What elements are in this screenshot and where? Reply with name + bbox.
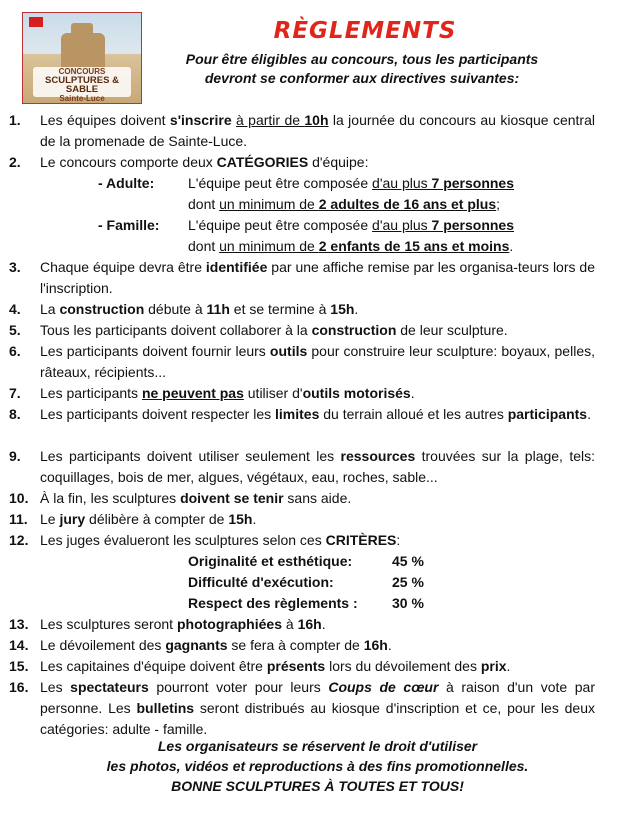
rule-text-fragment: L'équipe peut être composée: [188, 175, 373, 191]
rule-16: [9, 677, 596, 740]
rule-text-fragment: outils motorisés: [302, 385, 411, 401]
rule-text-fragment: prix: [480, 658, 507, 674]
rule-9: [9, 446, 596, 488]
intro-line-1: Pour être éligibles au concours, tous les participants: [185, 51, 539, 67]
rule-text-fragment: à raison d'un vote par personne. Les: [40, 679, 596, 716]
criterion-label: Originalité et esthétique:: [188, 553, 353, 569]
rule-text-fragment: 2 enfants de 15 ans et moins: [318, 238, 510, 254]
rule-text-fragment: d'au plus: [372, 217, 432, 233]
rule-number: 16.: [9, 679, 29, 695]
rule-text-fragment: - Adulte:: [98, 175, 155, 191]
rule-text-fragment: construction: [59, 301, 145, 317]
criterion-label: Respect des règlements :: [188, 595, 358, 611]
rule-text-fragment: pourront voter pour leurs: [148, 679, 329, 695]
rule-number: 1.: [9, 112, 21, 128]
rule-text-fragment: de leur sculpture.: [396, 322, 508, 338]
rule-text-fragment: sans aide.: [283, 490, 352, 506]
category-family-line-1: [188, 215, 514, 236]
rule-text-fragment: .: [354, 301, 359, 317]
rule-text-fragment: trouvées sur la plage, tels: coquillages, bois de mer, algues, végétaux, eau, roches, sable...: [40, 448, 596, 485]
rule-text-fragment: délibère à compter de: [85, 511, 229, 527]
rule-text-fragment: débute à: [144, 301, 207, 317]
rule-8: [9, 404, 595, 425]
rule-text-fragment: Les juges évalueront les sculptures selon ces: [40, 532, 326, 548]
rule-text-fragment: Le concours comporte deux: [40, 154, 217, 170]
rule-number: 12.: [9, 532, 29, 548]
rule-number: 11.: [9, 511, 28, 527]
rule-text-fragment: 16h: [363, 637, 388, 653]
rule-text-fragment: Les participants doivent fournir leurs: [40, 343, 270, 359]
closing-line-3: BONNE SCULPTURES À TOUTES ET TOUS!: [171, 778, 464, 794]
rule-text-fragment: jury: [59, 511, 86, 527]
rule-text-fragment: .: [410, 385, 415, 401]
rule-text-fragment: Coups de cœur: [328, 679, 439, 695]
rule-text-fragment: Tous les participants doivent collaborer à la: [40, 322, 312, 338]
rule-text-fragment: se fera à compter de: [227, 637, 364, 653]
rule-text-fragment: 10h: [304, 112, 329, 128]
rule-text-fragment: un minimum de: [219, 238, 319, 254]
rule-text-fragment: limites: [275, 406, 320, 422]
rule-text-fragment: 15h: [228, 511, 253, 527]
criterion-percent: 45 %: [392, 553, 424, 569]
rule-number: 2.: [9, 154, 21, 170]
closing-line-1: Les organisateurs se réservent le droit d'utiliser: [157, 738, 478, 754]
rule-text-fragment: [328, 679, 438, 695]
rule-text-fragment: outils: [269, 343, 308, 359]
rule-text-fragment: d'au plus: [372, 175, 432, 191]
rule-text-fragment: Les sculptures seront: [40, 616, 177, 632]
rule-text-fragment: utiliser d': [243, 385, 303, 401]
logo-text-1: CONCOURS: [58, 67, 106, 76]
rule-text-fragment: seront distribués au kiosque d'inscription et ce, pour les deux catégories: adulte - famille.: [40, 700, 595, 737]
rule-13: [9, 614, 595, 635]
logo-banner: [33, 67, 131, 103]
closing-line-2: les photos, vidéos et reproductions à des fins promotionnelles.: [106, 758, 529, 774]
rule-text-fragment: .: [387, 637, 392, 653]
rule-text-fragment: Les équipes doivent: [40, 112, 170, 128]
rule-number: 3.: [9, 259, 21, 275]
page-title: RÈGLEMENTS: [273, 18, 457, 44]
rule-text-fragment: identifiée: [205, 259, 268, 275]
rule-number: 6.: [9, 343, 21, 359]
rule-number: 7.: [9, 385, 21, 401]
rule-14: [9, 635, 595, 656]
rule-text-fragment: ressources: [340, 448, 416, 464]
rule-text-fragment: :: [396, 532, 401, 548]
category-adult-line-2: [188, 194, 500, 215]
category-family-line-2: [188, 236, 513, 257]
rule-text-fragment: d'équipe:: [308, 154, 369, 170]
rule-text-fragment: ne peuvent pas: [141, 385, 244, 401]
rule-3: [9, 257, 595, 299]
rule-text-fragment: spectateurs: [70, 679, 149, 695]
rule-number: 4.: [9, 301, 21, 317]
rule-text-fragment: s'inscrire: [169, 112, 232, 128]
rule-number: 9.: [9, 448, 21, 464]
rule-text-fragment: À la fin, les sculptures: [40, 490, 181, 506]
rule-text-fragment: Chaque équipe devra être: [40, 259, 206, 275]
rule-text-fragment: .: [321, 616, 326, 632]
rule-11: [9, 509, 595, 530]
rule-text-fragment: 7 personnes: [431, 217, 515, 233]
rule-text-fragment: L'équipe peut être composée: [188, 217, 373, 233]
rule-number: 5.: [9, 322, 21, 338]
rule-text-fragment: doivent se tenir: [180, 490, 284, 506]
rule-text-fragment: Les participants doivent respecter les: [40, 406, 276, 422]
criterion-label: Difficulté d'exécution:: [188, 574, 334, 590]
category-family-label: [98, 215, 159, 236]
rule-number: 14.: [9, 637, 29, 653]
rule-text-fragment: 11h: [206, 301, 230, 317]
rule-text-fragment: Les participants doivent utiliser seulement les: [40, 448, 341, 464]
logo-text-2: SCULPTURES & SABLE: [45, 75, 119, 95]
criterion-percent: 25 %: [392, 574, 424, 590]
criterion-percent: 30 %: [392, 595, 424, 611]
rule-text-fragment: participants: [507, 406, 588, 422]
rule-text-fragment: et se termine à: [229, 301, 331, 317]
rule-text-fragment: .: [587, 406, 591, 422]
intro-text: [150, 50, 574, 88]
rule-text-fragment: CRITÈRES: [325, 532, 397, 548]
rule-text-fragment: - Famille:: [98, 217, 160, 233]
rule-text-fragment: Le: [40, 511, 60, 527]
contest-logo: [22, 12, 142, 104]
rule-text-fragment: 15h: [330, 301, 355, 317]
rule-text-fragment: .: [509, 238, 514, 254]
rule-text-fragment: Le dévoilement des: [40, 637, 166, 653]
rule-text-fragment: photographiées: [176, 616, 282, 632]
rule-7: [9, 383, 595, 404]
rule-text-fragment: CATÉGORIES: [216, 154, 309, 170]
rule-text-fragment: présents: [266, 658, 326, 674]
flag-icon: [29, 17, 43, 27]
rule-text-fragment: à: [281, 616, 298, 632]
rule-5: [9, 320, 595, 341]
rule-text-fragment: 2 adultes de 16 ans et plus: [318, 196, 497, 212]
rule-10: [9, 488, 595, 509]
rule-text-fragment: lors du dévoilement des: [325, 658, 481, 674]
rule-text-fragment: un minimum de: [219, 196, 319, 212]
rule-text-fragment: Les: [40, 679, 71, 695]
rule-number: 8.: [9, 406, 21, 422]
rule-number: 13.: [9, 616, 29, 632]
rule-15: [9, 656, 595, 677]
rule-text-fragment: dont: [188, 238, 220, 254]
rule-text-fragment: pour construire leur sculpture: boyaux, pelles, râteaux, récipients...: [40, 343, 595, 380]
category-adult-label: [98, 173, 154, 194]
rule-text-fragment: 7 personnes: [431, 175, 515, 191]
rule-text-fragment: La: [40, 301, 60, 317]
rule-text-fragment: Les participants: [40, 385, 142, 401]
rule-text-fragment: dont: [188, 196, 220, 212]
rule-2: [9, 152, 595, 173]
rule-text-fragment: ;: [496, 196, 501, 212]
rule-4: [9, 299, 595, 320]
rule-text-fragment: à partir de: [236, 112, 305, 128]
rule-text-fragment: du terrain alloué et les autres: [319, 406, 508, 422]
rule-text-fragment: par une affiche remise par les organisa-teurs lors de l'inscription.: [40, 259, 595, 296]
rule-text-fragment: bulletins: [136, 700, 195, 716]
closing-text: [40, 736, 595, 796]
rule-text-fragment: .: [506, 658, 511, 674]
rule-6: [9, 341, 595, 383]
logo-text-3: Sainte-Luce: [59, 94, 105, 103]
rule-text-fragment: Les capitaines d'équipe doivent être: [40, 658, 267, 674]
rule-number: 10.: [9, 490, 29, 506]
category-adult-line-1: [188, 173, 514, 194]
rule-12: [9, 530, 595, 551]
rule-text-fragment: la journée du concours au kiosque central de la promenade de Sainte-Luce.: [40, 112, 595, 149]
rule-text-fragment: 16h: [297, 616, 322, 632]
rule-1: [9, 110, 595, 152]
rule-text-fragment: .: [252, 511, 257, 527]
rule-text-fragment: gagnants: [165, 637, 228, 653]
intro-line-2: devront se conformer aux directives suivantes:: [204, 70, 520, 86]
rule-text-fragment: construction: [311, 322, 397, 338]
rule-number: 15.: [9, 658, 29, 674]
